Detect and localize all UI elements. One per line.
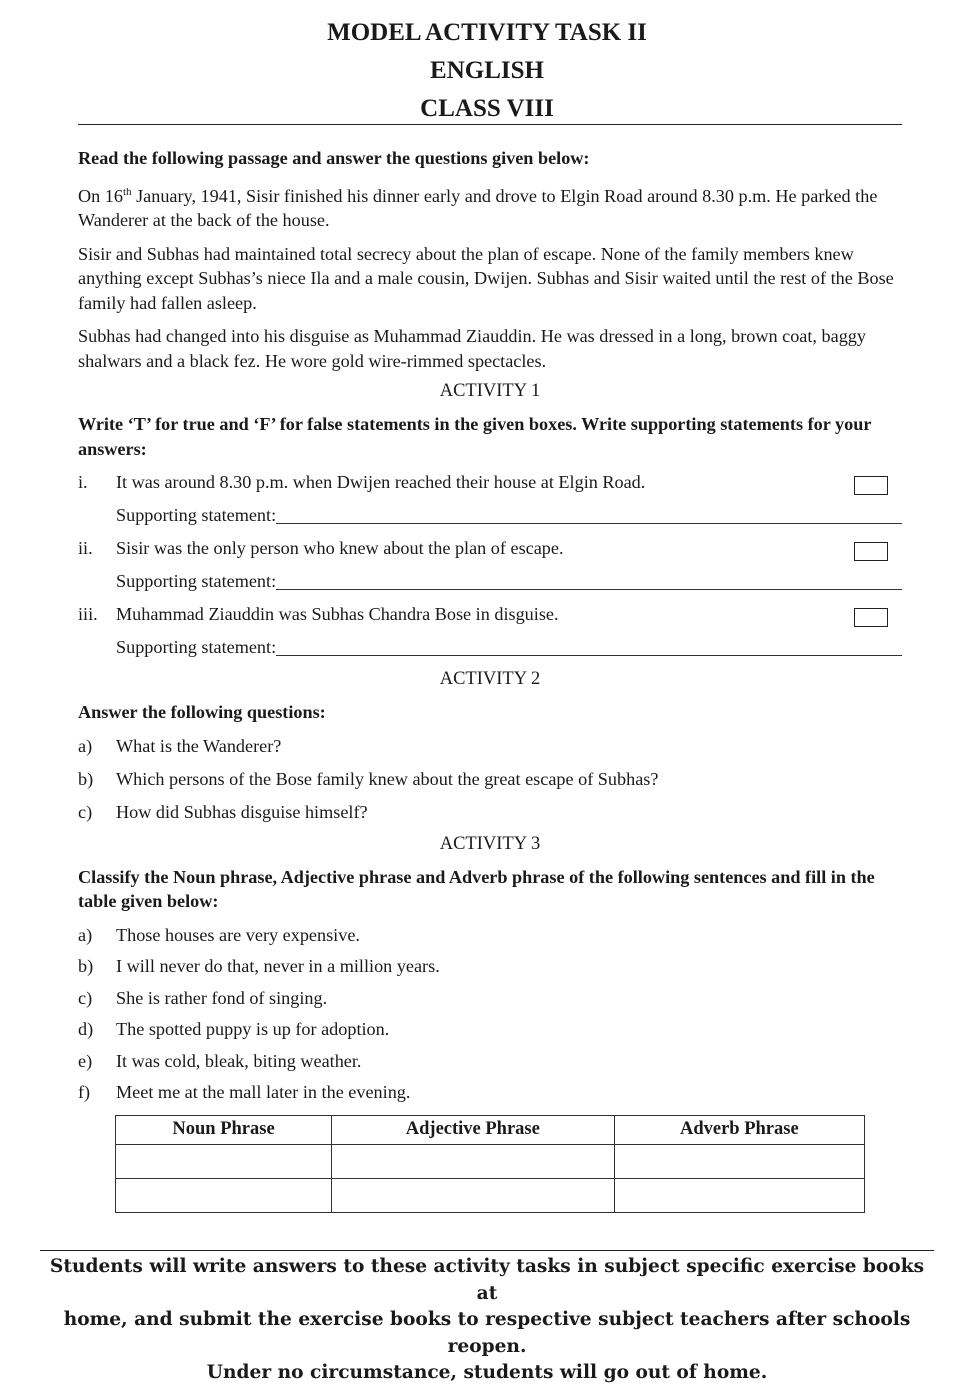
item-number: c) xyxy=(78,987,93,1008)
passage-paragraph-2: Sisir and Subhas had maintained total secrecy about the plan of escape. None of the family members knew anything except Subhas’s niece Ila and a male cousin, Dwijen. Subhas and Sisir waited until the rest of the Bose family had fallen asleep. xyxy=(78,243,894,313)
class-title: CLASS VIII xyxy=(420,95,554,122)
sentence-item xyxy=(78,920,902,952)
activity-1-item xyxy=(78,470,902,494)
activity-3-heading: ACTIVITY 3 xyxy=(439,833,541,854)
sentence-item xyxy=(78,1014,902,1046)
table-row xyxy=(116,1144,865,1178)
answer-box[interactable] xyxy=(854,608,888,627)
footer-notice xyxy=(40,1254,934,1387)
task-title: MODEL ACTIVITY TASK II xyxy=(327,19,647,46)
question-text: Which persons of the Bose family knew about the great escape of Subhas? xyxy=(116,768,659,789)
answer-line[interactable] xyxy=(276,569,902,590)
sentence-item xyxy=(78,951,902,983)
item-number: i. xyxy=(78,472,88,493)
footer-line-1: Students will write answers to these activity tasks in subject specific exercise books at xyxy=(49,1256,925,1304)
item-number: a) xyxy=(78,924,93,945)
passage-paragraph-1: On 16th January, 1941, Sisir finished his dinner early and drove to Elgin Road around 8.30 p.m. He parked the Wanderer at the back of the house. xyxy=(78,185,878,231)
item-number: e) xyxy=(78,1050,93,1071)
table-cell[interactable] xyxy=(614,1178,864,1212)
subject-title: ENGLISH xyxy=(430,57,544,84)
header-divider xyxy=(78,124,902,125)
table-row xyxy=(116,1178,865,1212)
sentence-text: She is rather fond of singing. xyxy=(116,987,328,1008)
footer-line-2: home, and submit the exercise books to respective subject teachers after schools reopen. xyxy=(63,1309,911,1357)
sentence-item xyxy=(78,983,902,1015)
answer-box[interactable] xyxy=(854,542,888,561)
sentence-item xyxy=(78,1046,902,1078)
question-text: What is the Wanderer? xyxy=(116,735,282,756)
item-number: ii. xyxy=(78,538,93,559)
item-statement: Muhammad Ziauddin was Subhas Chandra Bose in disguise. xyxy=(116,604,559,625)
activity-3-instruction: Classify the Noun phrase, Adjective phrase and Adverb phrase of the following sentences and fill in the table given below: xyxy=(78,866,875,912)
supporting-statement-row xyxy=(116,569,902,593)
activity-1-item xyxy=(78,602,902,626)
table-cell[interactable] xyxy=(116,1178,332,1212)
item-number: b) xyxy=(78,768,94,789)
activity-1-instruction: Write ‘T’ for true and ‘F’ for false statements in the given boxes. Write supporting statements for your answers: xyxy=(78,414,872,459)
item-number: c) xyxy=(78,801,93,822)
question-text: How did Subhas disguise himself? xyxy=(116,801,368,822)
activity-1-heading: ACTIVITY 1 xyxy=(439,381,541,402)
item-number: f) xyxy=(78,1082,91,1103)
column-header-adjective: Adjective Phrase xyxy=(332,1115,615,1144)
column-header-noun: Noun Phrase xyxy=(116,1115,332,1144)
sentence-text: Meet me at the mall later in the evening. xyxy=(116,1082,411,1103)
table-cell[interactable] xyxy=(116,1144,332,1178)
sentence-text: The spotted puppy is up for adoption. xyxy=(116,1019,390,1040)
item-number: b) xyxy=(78,956,94,977)
table-cell[interactable] xyxy=(614,1144,864,1178)
item-number: iii. xyxy=(78,604,98,625)
answer-box[interactable] xyxy=(854,476,888,495)
supporting-label: Supporting statement: xyxy=(116,571,277,592)
activity-2-heading: ACTIVITY 2 xyxy=(439,669,541,690)
worksheet-content xyxy=(78,146,902,1213)
passage-instruction: Read the following passage and answer the questions given below: xyxy=(78,148,590,168)
answer-line[interactable] xyxy=(276,635,902,656)
question-item xyxy=(78,734,902,758)
page-header xyxy=(0,14,974,128)
supporting-statement-row xyxy=(116,635,902,659)
item-number: d) xyxy=(78,1019,94,1040)
sentence-text: Those houses are very expensive. xyxy=(116,924,360,945)
item-statement: It was around 8.30 p.m. when Dwijen reached their house at Elgin Road. xyxy=(116,472,646,493)
column-header-adverb: Adverb Phrase xyxy=(614,1115,864,1144)
item-number: a) xyxy=(78,735,93,756)
footer-divider xyxy=(40,1250,934,1251)
activity-1-item xyxy=(78,536,902,560)
sentence-text: I will never do that, never in a million years. xyxy=(116,956,440,977)
supporting-label: Supporting statement: xyxy=(116,637,277,658)
table-cell[interactable] xyxy=(332,1144,615,1178)
phrase-classification-table xyxy=(115,1115,865,1213)
question-item xyxy=(78,800,902,824)
sentence-text: It was cold, bleak, biting weather. xyxy=(116,1050,362,1071)
table-cell[interactable] xyxy=(332,1178,615,1212)
answer-line[interactable] xyxy=(276,503,902,524)
question-item xyxy=(78,767,902,791)
supporting-label: Supporting statement: xyxy=(116,505,277,526)
table-header-row xyxy=(116,1115,865,1144)
supporting-statement-row xyxy=(116,503,902,527)
item-statement: Sisir was the only person who knew about the plan of escape. xyxy=(116,538,564,559)
passage-paragraph-3: Subhas had changed into his disguise as Muhammad Ziauddin. He was dressed in a long, brown coat, baggy shalwars and a black fez. He wore gold wire-rimmed spectacles. xyxy=(78,326,866,371)
footer-line-3: Under no circumstance, students will go out of home. xyxy=(206,1362,768,1383)
activity-2-instruction: Answer the following questions: xyxy=(78,702,326,723)
sentence-item xyxy=(78,1077,902,1109)
